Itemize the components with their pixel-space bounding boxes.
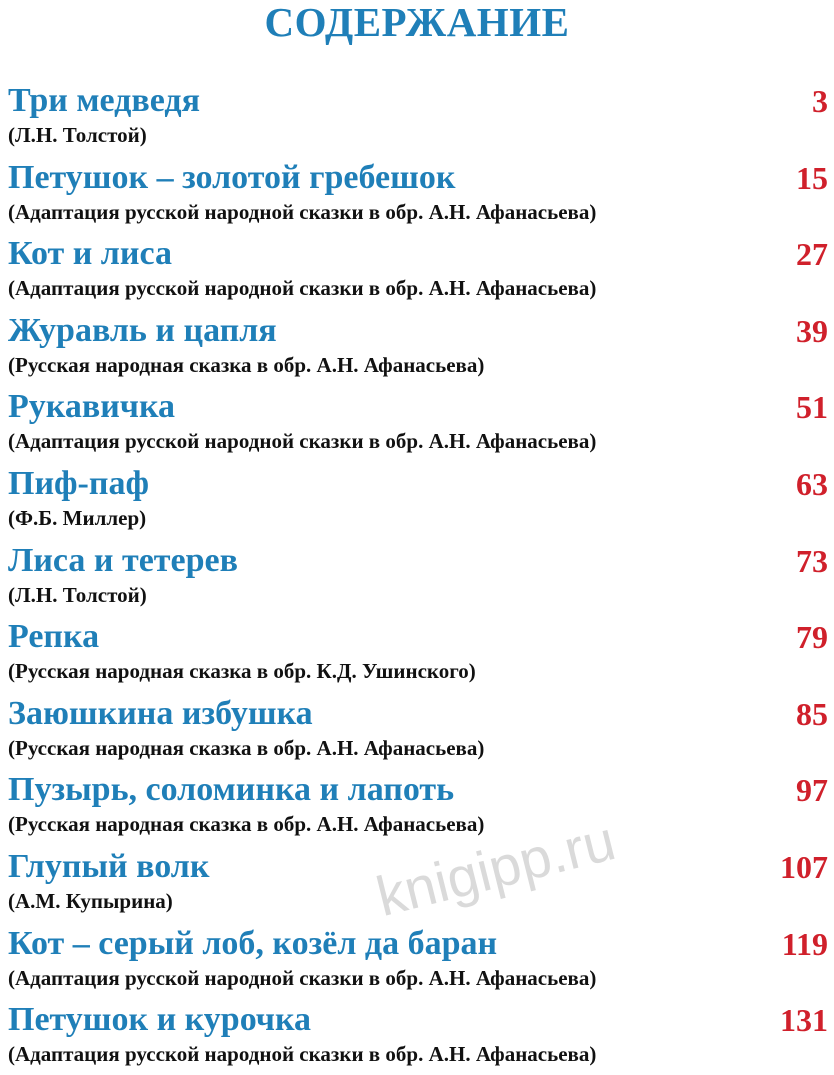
entry-author: (Адаптация русской народной сказки в обр. А.Н. Афанасьева): [8, 965, 597, 990]
entry-title[interactable]: Кот и лиса: [8, 235, 172, 273]
toc-entry[interactable]: [8, 539, 828, 616]
toc-entry[interactable]: [8, 768, 828, 845]
entry-title[interactable]: Петушок и курочка: [8, 1001, 312, 1039]
entry-author: (Л.Н. Толстой): [8, 123, 147, 147]
table-of-contents: [8, 79, 828, 1075]
entry-author: (Русская народная сказка в обр. К.Д. Ушинского): [8, 659, 476, 684]
toc-entry[interactable]: [8, 692, 828, 769]
entry-author: (Л.Н. Толстой): [8, 582, 147, 607]
entry-author: (Ф.Б. Миллер): [8, 505, 147, 530]
page-title: СОДЕРЖАНИЕ: [264, 0, 570, 45]
entry-page-number: 131: [780, 1002, 828, 1039]
entry-page-number: 39: [796, 312, 828, 349]
entry-author: (Русская народная сказка в обр. А.Н. Афанасьева): [8, 352, 485, 377]
entry-author: (А.М. Купырина): [8, 888, 173, 913]
entry-author: (Русская народная сказка в обр. А.Н. Афанасьева): [8, 812, 485, 837]
toc-entry[interactable]: [8, 998, 828, 1075]
entry-page-number: 97: [796, 772, 828, 809]
toc-entry[interactable]: [8, 922, 828, 999]
entry-page-number: 15: [796, 159, 828, 196]
entry-page-number: 73: [796, 542, 828, 579]
entry-author: (Адаптация русской народной сказки в обр. А.Н. Афанасьева): [8, 276, 597, 301]
entry-page-number: 119: [781, 925, 828, 962]
toc-entry[interactable]: [8, 79, 828, 156]
entry-author: (Адаптация русской народной сказки в обр. А.Н. Афанасьева): [8, 199, 597, 224]
entry-page-number: 3: [812, 83, 828, 119]
entry-page-number: 107: [780, 848, 828, 885]
toc-entry[interactable]: [8, 232, 828, 309]
entry-title[interactable]: Лиса и тетерев: [8, 541, 238, 579]
entry-title[interactable]: Журавль и цапля: [8, 311, 277, 349]
entry-title[interactable]: Пузырь, соломинка и лапоть: [8, 771, 455, 809]
entry-author: (Адаптация русской народной сказки в обр. А.Н. Афанасьева): [8, 429, 597, 454]
toc-entry[interactable]: [8, 845, 828, 922]
entry-page-number: 79: [796, 619, 828, 656]
toc-entry[interactable]: [8, 385, 828, 462]
toc-entry[interactable]: [8, 462, 828, 539]
entry-title[interactable]: Рукавичка: [8, 388, 176, 426]
entry-page-number: 85: [796, 695, 828, 732]
entry-page-number: 27: [796, 236, 828, 273]
entry-title[interactable]: Репка: [8, 618, 100, 656]
watermark: knigipp.ru: [370, 808, 622, 929]
toc-entry[interactable]: [8, 309, 828, 386]
entry-page-number: 63: [796, 465, 828, 502]
toc-entry[interactable]: [8, 615, 828, 692]
entry-title[interactable]: Кот – серый лоб, козёл да баран: [8, 924, 498, 962]
entry-page-number: 51: [796, 389, 828, 426]
toc-entry[interactable]: [8, 156, 828, 233]
entry-title[interactable]: Пиф-паф: [8, 464, 149, 502]
entry-title[interactable]: Три медведя: [8, 82, 200, 119]
entry-title[interactable]: Глупый волк: [8, 847, 210, 885]
entry-author: (Адаптация русской народной сказки в обр. А.Н. Афанасьева): [8, 1042, 597, 1067]
entry-title[interactable]: Петушок – золотой гребешок: [8, 158, 456, 196]
entry-author: (Русская народная сказка в обр. А.Н. Афанасьева): [8, 735, 485, 760]
entry-title[interactable]: Заюшкина избушка: [8, 694, 313, 732]
